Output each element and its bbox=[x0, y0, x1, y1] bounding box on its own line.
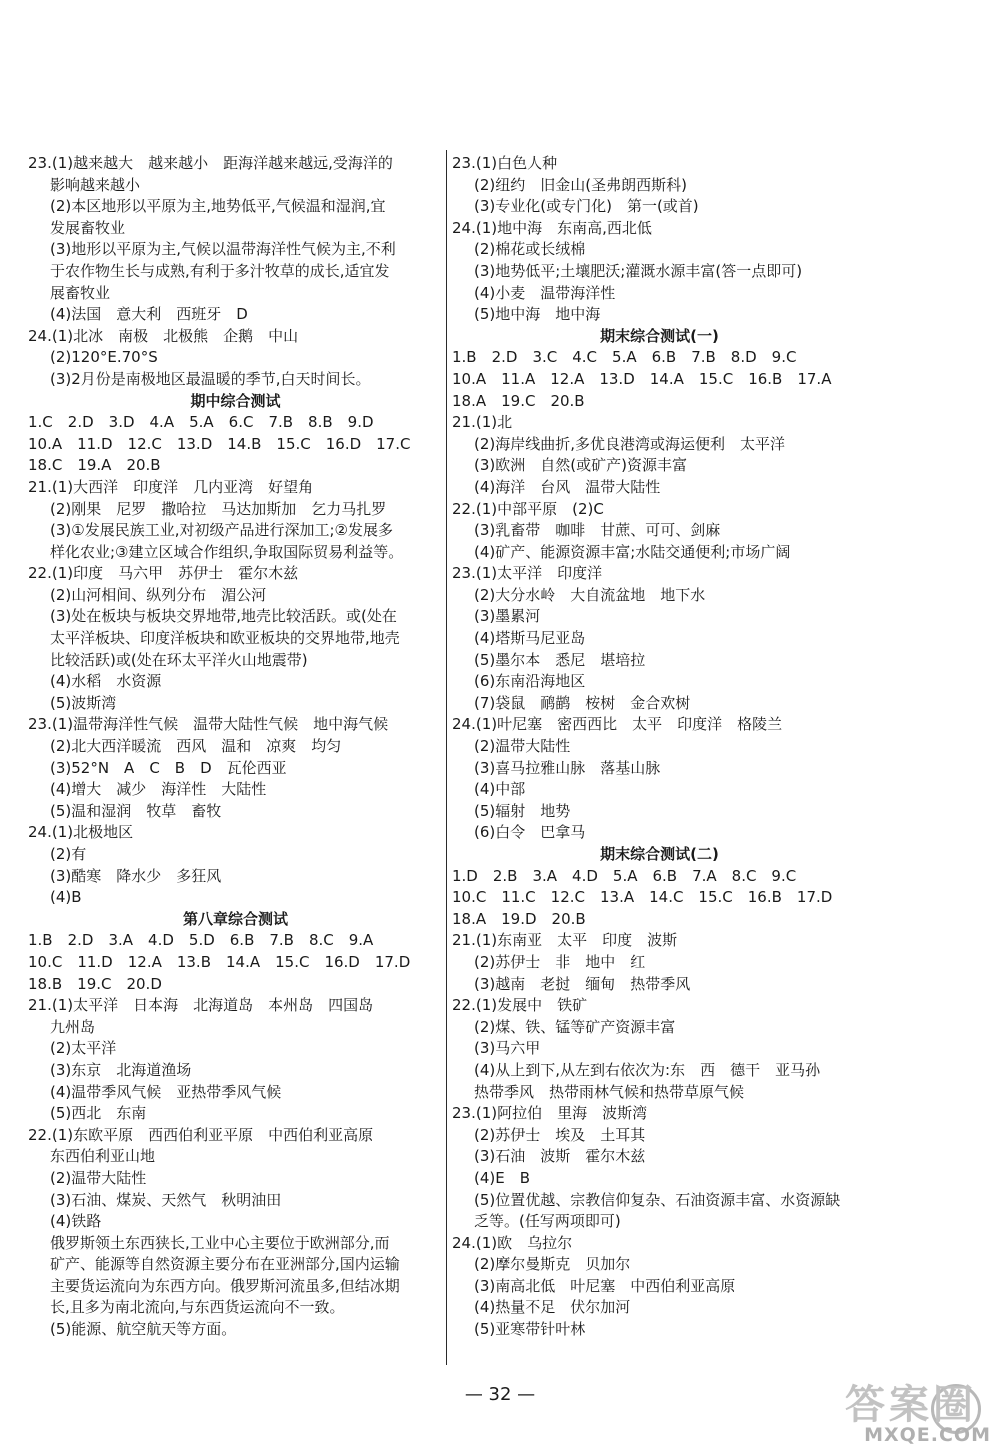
answer-line: 24.(1)北冰 南极 北极熊 企鹅 中山 bbox=[28, 326, 299, 345]
answer-continuation-line: (2)煤、铁、锰等矿产资源丰富 bbox=[474, 1017, 676, 1036]
answer-continuation-line: (5)亚寒带针叶林 bbox=[474, 1320, 586, 1339]
answer-continuation-line: (2)太平洋 bbox=[50, 1039, 117, 1058]
answer-continuation-line: 俄罗斯领土东西狭长,工业中心主要位于欧洲部分,而 bbox=[50, 1233, 390, 1252]
left-answer-column bbox=[28, 153, 443, 1341]
answer-line: 24.(1)地中海 东南高,西北低 bbox=[452, 218, 652, 237]
answer-continuation-line: (4)增大 减少 海洋性 大陆性 bbox=[50, 780, 267, 799]
answer-continuation-line: (2)温带大陆性 bbox=[50, 1168, 147, 1187]
watermark-main-text: 答案圈 bbox=[845, 1382, 977, 1428]
answer-line: 23.(1)太平洋 印度洋 bbox=[452, 564, 603, 583]
answer-continuation-line: (2)120°E.70°S bbox=[50, 348, 158, 367]
answer-continuation-line: 东西伯利亚山地 bbox=[50, 1147, 156, 1166]
section-heading: 期末综合测试(一) bbox=[600, 326, 719, 345]
page-number: — 32 — bbox=[464, 1384, 536, 1405]
answer-continuation-line: 乏等。(任写两项即可) bbox=[474, 1212, 621, 1231]
answer-continuation-line: (4)E B bbox=[474, 1168, 531, 1187]
answer-line: 18.B 19.C 20.D bbox=[28, 974, 162, 993]
answer-line: 10.C 11.D 12.A 13.B 14.A 15.C 16.D 17.D bbox=[28, 952, 411, 971]
answer-continuation-line: (4)小麦 温带海洋性 bbox=[474, 283, 616, 302]
answer-line: 10.A 11.A 12.A 13.D 14.A 15.C 16.B 17.A bbox=[452, 369, 832, 388]
answer-continuation-line: (5)能源、航空航天等方面。 bbox=[50, 1320, 237, 1339]
answer-continuation-line: (3)2月份是南极地区最温暖的季节,白天时间长。 bbox=[50, 369, 371, 388]
answer-continuation-line: (2)温带大陆性 bbox=[474, 737, 571, 756]
answer-continuation-line: 展畜牧业 bbox=[50, 283, 111, 302]
answer-continuation-line: (4)矿产、能源资源丰富;水陆交通便利;市场广阔 bbox=[474, 542, 791, 561]
answer-line: 10.C 11.C 12.C 13.A 14.C 15.C 16.B 17.D bbox=[452, 888, 833, 907]
answer-line: 22.(1)东欧平原 西西伯利亚平原 中西伯利亚高原 bbox=[28, 1125, 374, 1144]
answer-continuation-line: (2)刚果 尼罗 撒哈拉 马达加斯加 乞力马扎罗 bbox=[50, 499, 387, 518]
answer-line: 21.(1)太平洋 日本海 北海道岛 本州岛 四国岛 bbox=[28, 996, 374, 1015]
answer-line: 23.(1)白色人种 bbox=[452, 154, 558, 172]
answer-line: 24.(1)欧 乌拉尔 bbox=[452, 1233, 573, 1252]
answer-continuation-line: (4)铁路 bbox=[50, 1212, 102, 1231]
answer-continuation-line: (4)海洋 台风 温带大陆性 bbox=[474, 477, 661, 496]
answer-continuation-line: (3)南高北低 叶尼塞 中西伯利亚高原 bbox=[474, 1276, 736, 1295]
answer-continuation-line: (3)喜马拉雅山脉 落基山脉 bbox=[474, 758, 661, 777]
answer-continuation-line: (4)从上到下,从左到右依次为:东 西 德干 亚马孙 bbox=[474, 1060, 821, 1079]
answer-continuation-line: (2)山河相间、纵列分布 湄公河 bbox=[50, 585, 267, 604]
answer-continuation-line: (3)乳畜带 咖啡 甘蔗、可可、剑麻 bbox=[474, 521, 721, 540]
answer-continuation-line: 主要货运流向为东西方向。俄罗斯河流虽多,但结冰期 bbox=[50, 1276, 400, 1295]
answer-continuation-line: (6)白令 巴拿马 bbox=[474, 823, 586, 842]
answer-line: 1.B 2.D 3.C 4.C 5.A 6.B 7.B 8.D 9.C bbox=[452, 348, 797, 367]
answer-continuation-line: (4)热量不足 伏尔加河 bbox=[474, 1298, 631, 1317]
section-heading: 第八章综合测试 bbox=[182, 909, 288, 928]
answer-continuation-line: 发展畜牧业 bbox=[50, 218, 126, 237]
answer-line: 21.(1)大西洋 印度洋 几内亚湾 好望角 bbox=[28, 477, 314, 496]
answer-continuation-line: (3)石油、煤炭、天然气 秋明油田 bbox=[50, 1190, 282, 1209]
answer-continuation-line: (2)海岸线曲折,多优良港湾或海运便利 太平洋 bbox=[474, 434, 786, 453]
watermark-logo bbox=[845, 1380, 993, 1448]
answer-continuation-line: (2)北大西洋暖流 西风 温和 凉爽 均匀 bbox=[50, 737, 342, 756]
answer-continuation-line: (5)辐射 地势 bbox=[474, 801, 571, 820]
answer-line: 23.(1)阿拉伯 里海 波斯湾 bbox=[452, 1104, 648, 1123]
answer-continuation-line: (3)石油 波斯 霍尔木兹 bbox=[474, 1147, 646, 1166]
answer-continuation-line: (2)本区地形以平原为主,地势低平,气候温和湿润,宜 bbox=[50, 197, 386, 216]
answer-line: 1.B 2.D 3.A 4.D 5.D 6.B 7.B 8.C 9.A bbox=[28, 931, 374, 950]
answer-line: 1.D 2.B 3.A 4.D 5.A 6.B 7.A 8.C 9.C bbox=[452, 866, 797, 885]
column-divider bbox=[446, 150, 447, 1365]
answer-line: 22.(1)中部平原 (2)C bbox=[452, 499, 604, 518]
answer-continuation-line: (3)越南 老挝 缅甸 热带季风 bbox=[474, 974, 691, 993]
answer-line: 1.C 2.D 3.D 4.A 5.A 6.C 7.B 8.B 9.D bbox=[28, 413, 374, 432]
answer-continuation-line: (2)有 bbox=[50, 845, 87, 863]
answer-continuation-line: (3)东京 北海道渔场 bbox=[50, 1060, 192, 1079]
answer-continuation-line: (4)温带季风气候 亚热带季风气候 bbox=[50, 1082, 282, 1101]
answer-continuation-line: 热带季风 热带雨林气候和热带草原气候 bbox=[474, 1082, 745, 1101]
answer-line: 18.A 19.C 20.B bbox=[452, 391, 585, 410]
answer-continuation-line: (5)墨尔本 悉尼 堪培拉 bbox=[474, 650, 646, 669]
answer-continuation-line: (3)①发展民族工业,对初级产品进行深加工;②发展多 bbox=[50, 521, 393, 540]
answer-line: 23.(1)温带海洋性气候 温带大陆性气候 地中海气候 bbox=[28, 715, 389, 734]
answer-continuation-line: (3)地形以平原为主,气候以温带海洋性气候为主,不利 bbox=[50, 240, 396, 259]
answer-continuation-line: (5)温和湿润 牧草 畜牧 bbox=[50, 801, 222, 820]
answer-continuation-line: 太平洋板块、印度洋板块和欧亚板块的交界地带,地壳 bbox=[50, 629, 400, 648]
answer-continuation-line: (5)西北 东南 bbox=[50, 1104, 147, 1123]
answer-line: 24.(1)叶尼塞 密西西比 太平 印度洋 格陵兰 bbox=[452, 715, 783, 734]
answer-continuation-line: (2)纽约 旧金山(圣弗朗西斯科) bbox=[474, 175, 687, 194]
answer-line: 24.(1)北极地区 bbox=[28, 823, 134, 842]
answer-continuation-line: (3)52°N A C B D 瓦伦西亚 bbox=[50, 758, 287, 777]
answer-continuation-line: 矿产、能源等自然资源主要分布在亚洲部分,国内运输 bbox=[50, 1255, 400, 1274]
answer-continuation-line: 九州岛 bbox=[50, 1017, 96, 1036]
answer-continuation-line: (3)马六甲 bbox=[474, 1039, 541, 1058]
watermark-url: MXQE.COM bbox=[864, 1424, 991, 1446]
answer-continuation-line: (5)地中海 地中海 bbox=[474, 305, 601, 324]
answer-continuation-line: (3)酷寒 降水少 多狂风 bbox=[50, 866, 222, 885]
answer-continuation-line: (5)位置优越、宗教信仰复杂、石油资源丰富、水资源缺 bbox=[474, 1190, 841, 1209]
answer-continuation-line: (3)专业化(或专门化) 第一(或首) bbox=[474, 197, 699, 216]
answer-continuation-line: 样化农业;③建立区域合作组织,争取国际贸易利益等。 bbox=[50, 542, 404, 561]
section-heading: 期末综合测试(二) bbox=[600, 845, 719, 863]
answer-continuation-line: (2)苏伊士 埃及 土耳其 bbox=[474, 1125, 646, 1144]
answer-continuation-line: (3)欧洲 自然(或矿产)资源丰富 bbox=[474, 456, 687, 475]
answer-continuation-line: (4)塔斯马尼亚岛 bbox=[474, 629, 586, 648]
answer-line: 18.C 19.A 20.B bbox=[28, 456, 161, 475]
section-heading: 期中综合测试 bbox=[190, 391, 281, 410]
answer-line: 23.(1)越来越大 越来越小 距海洋越来越远,受海洋的 bbox=[28, 154, 393, 172]
answer-continuation-line: (2)摩尔曼斯克 贝加尔 bbox=[474, 1255, 631, 1274]
answer-continuation-line: (3)地势低平;土壤肥沃;灌溉水源丰富(答一点即可) bbox=[474, 261, 803, 280]
answer-continuation-line: (2)苏伊士 非 地中 红 bbox=[474, 952, 646, 971]
answer-continuation-line: (2)棉花或长绒棉 bbox=[474, 240, 586, 259]
answer-line: 10.A 11.D 12.C 13.D 14.B 15.C 16.D 17.C bbox=[28, 434, 411, 453]
right-answer-column bbox=[452, 153, 867, 1341]
answer-line: 22.(1)印度 马六甲 苏伊士 霍尔木兹 bbox=[28, 564, 299, 583]
answer-continuation-line: 于农作物生长与成熟,有利于多汁牧草的成长,适宜发 bbox=[50, 261, 390, 280]
answer-continuation-line: (3)处在板块与板块交界地带,地壳比较活跃。或(处在 bbox=[50, 607, 397, 626]
answer-continuation-line: (4)中部 bbox=[474, 780, 526, 799]
answer-continuation-line: (2)大分水岭 大自流盆地 地下水 bbox=[474, 585, 706, 604]
answer-line: 21.(1)北 bbox=[452, 413, 513, 432]
answer-line: 21.(1)东南亚 太平 印度 波斯 bbox=[452, 931, 678, 950]
answer-line: 22.(1)发展中 铁矿 bbox=[452, 996, 588, 1015]
answer-continuation-line: (5)波斯湾 bbox=[50, 693, 117, 712]
answer-continuation-line: (4)水稻 水资源 bbox=[50, 672, 162, 691]
answer-continuation-line: (7)袋鼠 鸸鹋 桉树 金合欢树 bbox=[474, 693, 691, 712]
answer-continuation-line: (6)东南沿海地区 bbox=[474, 672, 586, 691]
answer-continuation-line: (4)B bbox=[50, 888, 82, 907]
answer-continuation-line: 比较活跃)或(处在环太平洋火山地震带) bbox=[50, 650, 308, 669]
answer-continuation-line: (4)法国 意大利 西班牙 D bbox=[50, 305, 248, 324]
answer-line: 18.A 19.D 20.B bbox=[452, 909, 586, 928]
answer-continuation-line: (3)墨累河 bbox=[474, 607, 541, 626]
answer-continuation-line: 影响越来越小 bbox=[50, 175, 141, 194]
answer-continuation-line: 长,且多为南北流向,与东西货运流向不一致。 bbox=[50, 1298, 345, 1317]
